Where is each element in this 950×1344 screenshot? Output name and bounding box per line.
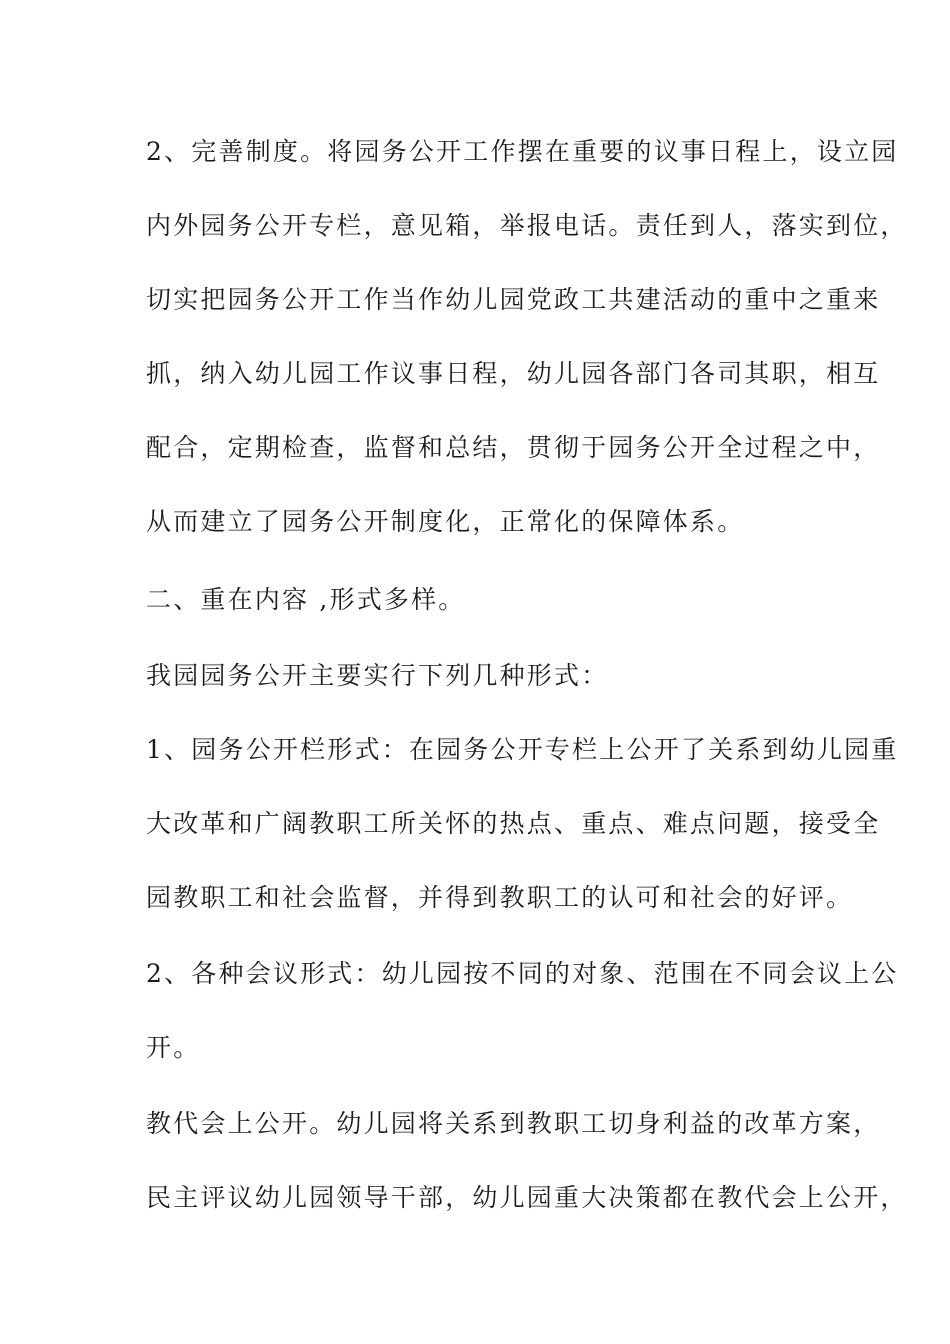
text-line: 2、各种会议形式：幼儿园按不同的对象、范围在不同会议上公 [146, 959, 899, 988]
text-line: 从而建立了园务公开制度化，正常化的保障体系。 [146, 507, 745, 536]
text-line: 抓，纳入幼儿园工作议事日程，幼儿园各部门各司其职，相互 [146, 359, 881, 388]
text-line: 开。 [146, 1033, 201, 1062]
text-line: 教代会上公开。幼儿园将关系到教职工切身利益的改革方案， [146, 1109, 881, 1138]
text-line: 大改革和广阔教职工所关怀的热点、重点、难点问题，接受全 [146, 809, 881, 838]
text-line: 切实把园务公开工作当作幼儿园党政工共建活动的重中之重来 [146, 285, 881, 314]
text-line: 民主评议幼儿园领导干部，幼儿园重大决策都在教代会上公开， [146, 1183, 908, 1212]
text-line: 2、完善制度。将园务公开工作摆在重要的议事日程上，设立园 [146, 137, 899, 166]
text-line: 1、园务公开栏形式：在园务公开专栏上公开了关系到幼儿园重 [146, 735, 899, 764]
text-line: 我园园务公开主要实行下列几种形式： [146, 661, 609, 690]
text-line: 园教职工和社会监督，并得到教职工的认可和社会的好评。 [146, 883, 854, 912]
section-heading: 二、重在内容 ,形式多样。 [146, 585, 466, 614]
text-line: 内外园务公开专栏，意见箱，举报电话。责任到人，落实到位， [146, 211, 908, 240]
text-line: 配合，定期检查，监督和总结，贯彻于园务公开全过程之中， [146, 433, 881, 462]
